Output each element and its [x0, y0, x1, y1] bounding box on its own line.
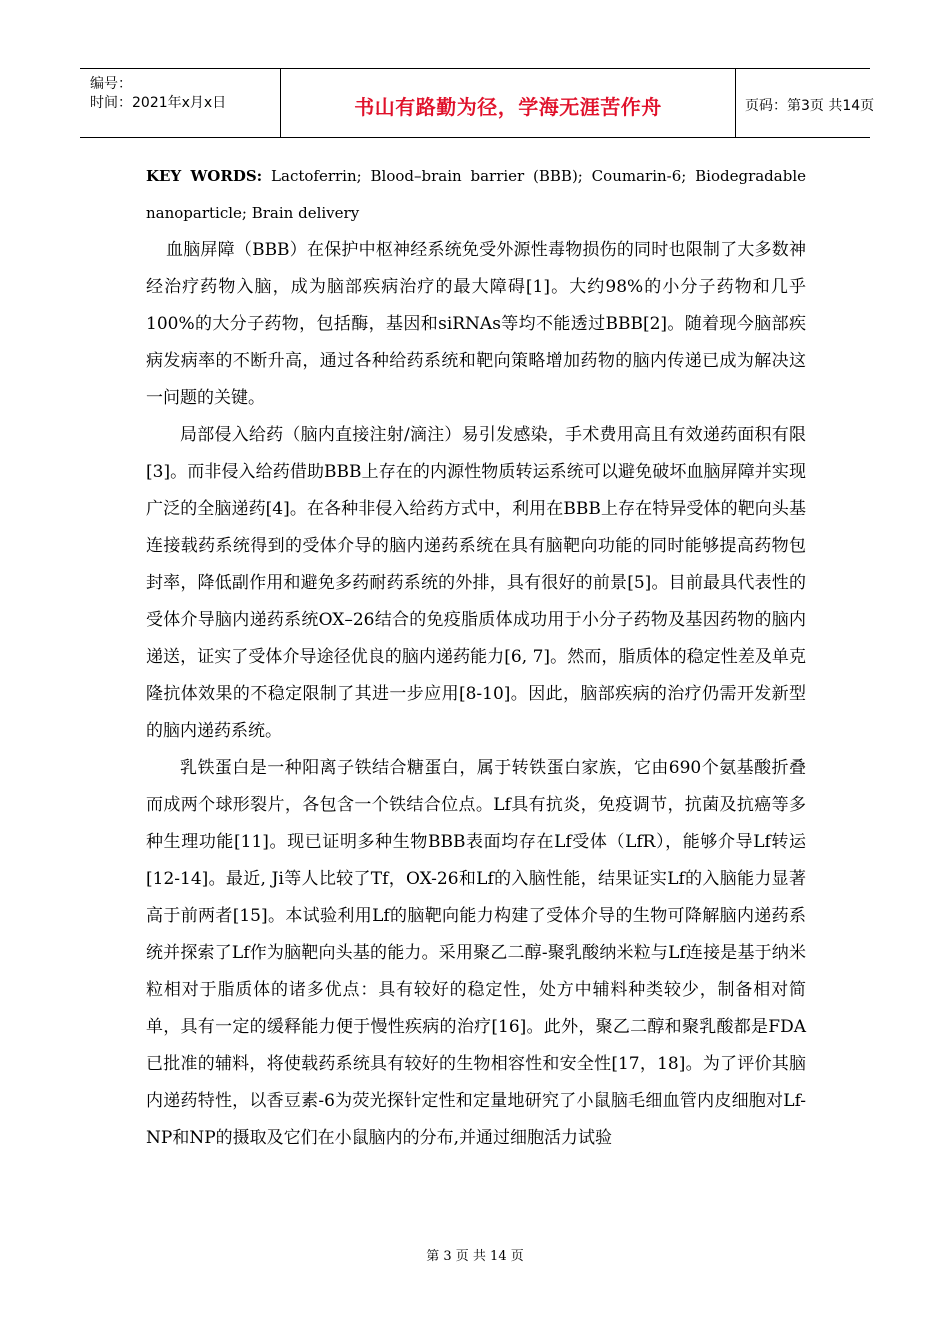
header-motto-cell: [280, 69, 736, 137]
header-motto: 书山有路勤为径，学海无涯苦作舟: [354, 95, 662, 119]
document-time-label: 时间：2021年x月x日: [90, 95, 227, 111]
header-page-info: 页码：第3页 共14页: [745, 98, 875, 114]
page-footer: 第 3 页 共 14 页: [426, 1249, 524, 1264]
paragraph-2: 局部侵入给药（脑内直接注射/滴注）易引发感染，手术费用高且有效递药面积有限[3]。而非侵入给药借助BBB上存在的内源性物质转运系统可以避免破坏血脑屏障并实现广泛的全脑递药[4]。在各种非侵入给药方式中，利用在BBB上存在特异受体的靶向头基连接载药系统得到的受体介导的脑内递药系统在具有脑靶向功能的同时能够提高药物包封率，降低副作用和避免多药耐药系统的外排，具有很好的前景[5]。目前最具代表性的受体介导脑内递药系统OX–26结合的免疫脂质体成功用于小分子药物及基因药物的脑内递送，证实了受体介导途径优良的脑内递药能力[6, 7]。然而，脂质体的稳定性差及单克隆抗体效果的不稳定限制了其进一步应用[8-10]。因此，脑部疾病的治疗仍需开发新型的脑内递药系统。: [146, 425, 806, 741]
document-body: [146, 158, 806, 1157]
page-header: [80, 68, 875, 138]
keywords-text: Lactoferrin; Blood–brain barrier (BBB); Coumarin-6; Biodegradable nanoparticle; Brain delivery: [146, 167, 807, 222]
header-meta-cell: [80, 69, 280, 137]
keywords-label: KEY WORDS:: [146, 167, 263, 185]
header-page-cell: [735, 69, 875, 137]
paragraph-1: 血脑屏障（BBB）在保护中枢神经系统免受外源性毒物损伤的同时也限制了大多数神经治疗药物入脑，成为脑部疾病治疗的最大障碍[1]。大约98%的小分子药物和几乎100%的大分子药物，包括酶，基因和siRNAs等均不能透过BBB[2]。随着现今脑部疾病发病率的不断升高，通过各种给药系统和靶向策略增加药物的脑内传递已成为解决这一问题的关键。: [146, 240, 806, 408]
keywords-line: [146, 158, 806, 232]
document-number-label: 编号：: [90, 76, 132, 92]
paragraph-3: 乳铁蛋白是一种阳离子铁结合糖蛋白，属于转铁蛋白家族，它由690个氨基酸折叠而成两个球形裂片，各包含一个铁结合位点。Lf具有抗炎，免疫调节，抗菌及抗癌等多种生理功能[11]。现已证明多种生物BBB表面均存在Lf受体（LfR），能够介导Lf转运[12-14]。最近, Ji等人比较了Tf，OX-26和Lf的入脑性能，结果证实Lf的入脑能力显著高于前两者[15]。本试验利用Lf的脑靶向能力构建了受体介导的生物可降解脑内递药系统并探索了Lf作为脑靶向头基的能力。采用聚乙二醇-聚乳酸纳米粒与Lf连接是基于纳米粒相对于脂质体的诸多优点：具有较好的稳定性，处方中辅料种类较少，制备相对简单，具有一定的缓释能力便于慢性疾病的治疗[16]。此外，聚乙二醇和聚乳酸都是FDA已批准的辅料，将使载药系统具有较好的生物相容性和安全性[17，18]。为了评价其脑内递药特性，以香豆素-6为荧光探针定性和定量地研究了小鼠脑毛细血管内皮细胞对Lf-NP和NP的摄取及它们在小鼠脑内的分布,并通过细胞活力试验: [146, 758, 806, 1148]
